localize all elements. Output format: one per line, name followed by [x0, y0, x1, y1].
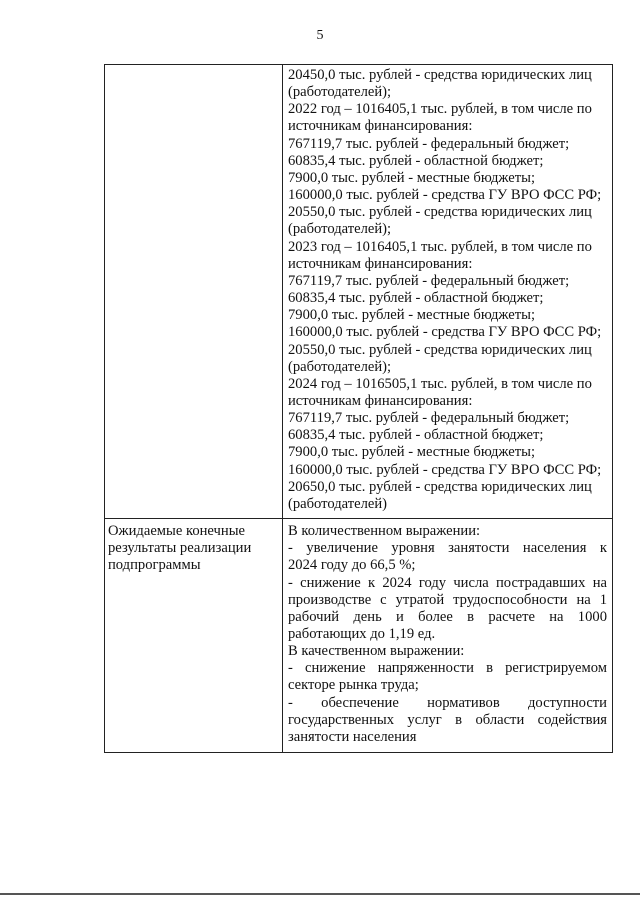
results-label-line: подпрограммы [108, 557, 201, 574]
funding-line: (работодателей); [288, 84, 392, 101]
funding-row [105, 65, 613, 519]
funding-line: (работодателей) [288, 495, 388, 512]
subprogram-passport-table [104, 64, 613, 753]
funding-line: 2024 год – 1016505,1 тыс. рублей, в том числе по [288, 375, 592, 392]
injury-target-line: рабочий день и более в расчете на 1000 [288, 608, 607, 625]
funding-line: (работодателей); [288, 358, 392, 375]
funding-line: 20550,0 тыс. рублей - средства юридических лиц [288, 204, 592, 221]
results-label-line: результаты реализации [108, 540, 252, 557]
funding-line: (работодателей); [288, 221, 392, 238]
results-row [105, 519, 613, 753]
service-standards-line: - обеспечение нормативов доступности [288, 694, 607, 711]
funding-line: 767119,7 тыс. рублей - федеральный бюджет; [288, 410, 570, 427]
funding-line: источникам финансирования: [288, 392, 473, 409]
page-number: 5 [316, 28, 324, 43]
funding-line: 7900,0 тыс. рублей - местные бюджеты; [288, 169, 536, 186]
funding-line: 160000,0 тыс. рублей - средства ГУ ВРО ФСС РФ; [288, 187, 602, 204]
results-label-cell [105, 519, 283, 753]
page-bottom-rule [0, 893, 640, 895]
funding-line: 60835,4 тыс. рублей - областной бюджет; [288, 152, 544, 169]
tension-reduction-line: - снижение напряженности в регистрируемом [288, 660, 607, 677]
injury-target-line: - снижение к 2024 году числа пострадавших на [288, 574, 607, 591]
employment-target-line: 2024 году до 66,5 %; [288, 557, 416, 574]
quantitative-heading: В количественном выражении: [288, 523, 481, 540]
tension-reduction-line: секторе рынка труда; [288, 677, 419, 694]
service-standards-line: занятости населения [288, 728, 417, 745]
funding-line: 60835,4 тыс. рублей - областной бюджет; [288, 290, 544, 307]
results-label-line: Ожидаемые конечные [108, 523, 245, 540]
funding-line: 767119,7 тыс. рублей - федеральный бюджет; [288, 135, 570, 152]
results-details-cell [283, 519, 613, 753]
injury-target-line: производстве с утратой трудоспособности на 1 [288, 591, 607, 608]
funding-line: 2023 год – 1016405,1 тыс. рублей, в том числе по [288, 238, 592, 255]
funding-line: источникам финансирования: [288, 255, 473, 272]
funding-line: источникам финансирования: [288, 118, 473, 135]
funding-line: 160000,0 тыс. рублей - средства ГУ ВРО ФСС РФ; [288, 324, 602, 341]
funding-line: 2022 год – 1016405,1 тыс. рублей, в том числе по [288, 101, 592, 118]
funding-label-cell [105, 65, 283, 519]
funding-line: 60835,4 тыс. рублей - областной бюджет; [288, 427, 544, 444]
funding-line: 20450,0 тыс. рублей - средства юридических лиц [288, 67, 592, 83]
funding-line: 7900,0 тыс. рублей - местные бюджеты; [288, 444, 536, 461]
service-standards-line: государственных услуг в области содействия [288, 711, 607, 728]
funding-line: 767119,7 тыс. рублей - федеральный бюджет; [288, 272, 570, 289]
funding-line: 160000,0 тыс. рублей - средства ГУ ВРО ФСС РФ; [288, 461, 602, 478]
injury-target-line: работающих до 1,19 ед. [288, 626, 436, 642]
qualitative-heading: В качественном выражении: [288, 643, 465, 660]
employment-target-line: - увеличение уровня занятости населения к [288, 540, 607, 557]
funding-line: 7900,0 тыс. рублей - местные бюджеты; [288, 307, 536, 324]
funding-details-cell [283, 65, 613, 519]
funding-line: 20650,0 тыс. рублей - средства юридических лиц [288, 478, 592, 495]
funding-line: 20550,0 тыс. рублей - средства юридических лиц [288, 341, 592, 358]
